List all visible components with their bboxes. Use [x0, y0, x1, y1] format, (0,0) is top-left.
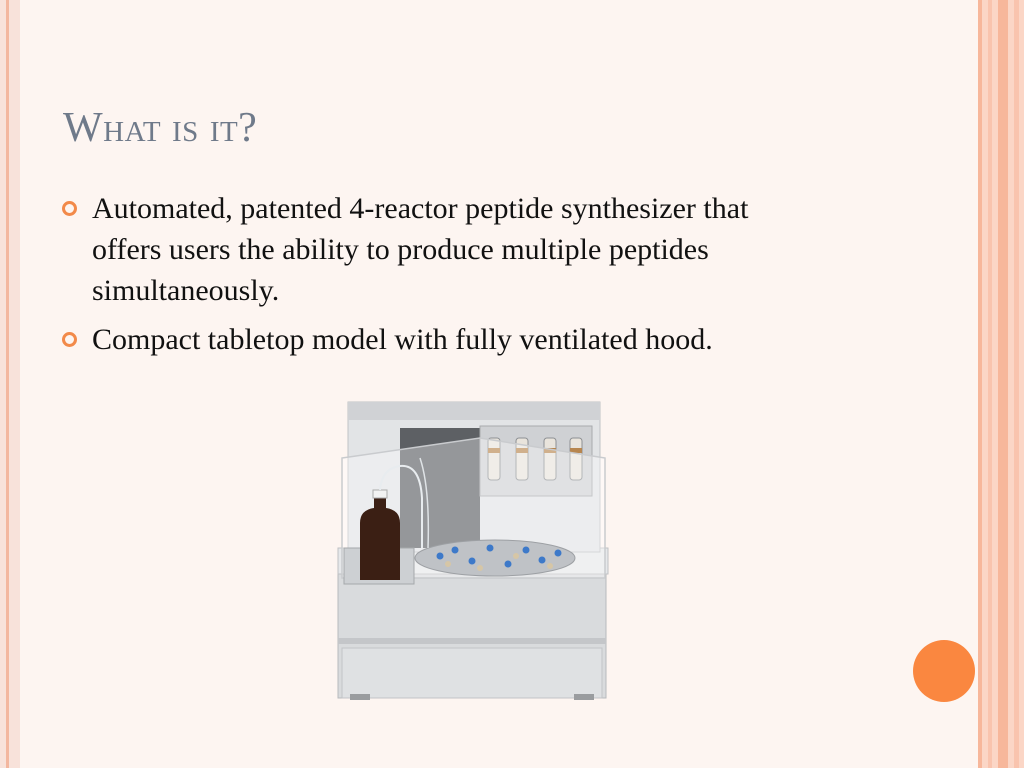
- left-border-decoration: [0, 0, 20, 768]
- bullet-list: [62, 188, 822, 368]
- slide-title: What is it?: [63, 105, 258, 151]
- bullet-item: [62, 319, 822, 360]
- right-border-decoration: [978, 0, 1024, 768]
- bullet-text: Compact tabletop model with fully ventilated hood.: [92, 323, 713, 356]
- bullet-ring-icon: [62, 332, 77, 347]
- bullet-text: Automated, patented 4-reactor peptide synthesizer that offers users the ability to produce multiple peptides simultaneously.: [92, 192, 749, 307]
- orange-circle-decoration: [913, 640, 975, 702]
- bullet-ring-icon: [62, 201, 77, 216]
- bullet-item: [62, 188, 822, 311]
- peptide-synthesizer-photo: [330, 398, 620, 708]
